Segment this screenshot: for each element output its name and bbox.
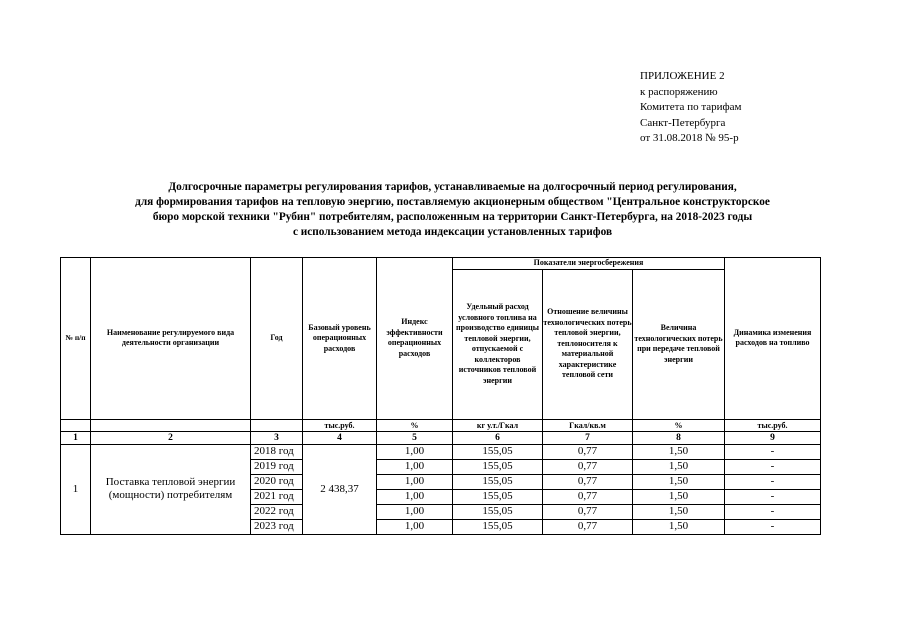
ratio-cell: 0,77	[543, 459, 633, 474]
losses-cell: 1,50	[633, 504, 725, 519]
ratio-cell: 0,77	[543, 474, 633, 489]
table-row	[61, 444, 821, 459]
dynamics-cell: -	[725, 519, 821, 534]
ratio-cell: 0,77	[543, 489, 633, 504]
unit-ratio: Гкал/кв.м	[543, 419, 633, 431]
dynamics-cell: -	[725, 459, 821, 474]
column-number: 6	[453, 431, 543, 444]
header-year: Год	[251, 258, 303, 420]
header-energy-saving-group: Показатели энергосбережения	[453, 258, 725, 270]
document-title	[40, 180, 865, 240]
header-activity: Наименование регулируемого вида деятельности организации	[91, 258, 251, 420]
year-cell: 2021 год	[251, 489, 303, 504]
header-efficiency-index: Индекс эффективности операционных расходов	[377, 258, 453, 420]
losses-cell: 1,50	[633, 444, 725, 459]
losses-cell: 1,50	[633, 519, 725, 534]
dynamics-cell: -	[725, 489, 821, 504]
appendix-line-4: Санкт-Петербурга	[640, 116, 726, 129]
column-number: 9	[725, 431, 821, 444]
index-cell: 1,00	[377, 504, 453, 519]
fuel-rate-cell: 155,05	[453, 519, 543, 534]
appendix-line-3: Комитета по тарифам	[640, 101, 742, 113]
appendix-line-2: к распоряжению	[640, 85, 718, 98]
unit-dynamics: тыс.руб.	[725, 419, 821, 431]
dynamics-cell: -	[725, 474, 821, 489]
ratio-cell: 0,77	[543, 504, 633, 519]
index-cell: 1,00	[377, 459, 453, 474]
column-number: 4	[303, 431, 377, 444]
column-number: 7	[543, 431, 633, 444]
column-number: 1	[61, 431, 91, 444]
losses-cell: 1,50	[633, 474, 725, 489]
column-number: 5	[377, 431, 453, 444]
title-line-4: с использованием метода индексации установленных тарифов	[292, 226, 613, 238]
header-num: № п/п	[61, 258, 91, 420]
losses-cell: 1,50	[633, 459, 725, 474]
year-cell: 2022 год	[251, 504, 303, 519]
ratio-cell: 0,77	[543, 444, 633, 459]
year-cell: 2020 год	[251, 474, 303, 489]
header-fuel-dynamics: Динамика изменения расходов на топливо	[725, 258, 821, 420]
index-cell: 1,00	[377, 474, 453, 489]
appendix-line-1: ПРИЛОЖЕНИЕ 2	[640, 70, 725, 82]
header-loss-ratio: Отношение величины технологических потерь тепловой энергии, теплоносителя к материальной характеристике тепловой сети	[543, 269, 633, 419]
column-number: 8	[633, 431, 725, 444]
dynamics-cell: -	[725, 504, 821, 519]
unit-index: %	[377, 419, 453, 431]
year-cell: 2019 год	[251, 459, 303, 474]
column-number: 3	[251, 431, 303, 444]
index-cell: 1,00	[377, 489, 453, 504]
unit-cell-empty	[61, 419, 91, 431]
activity-name: Поставка тепловой энергии (мощности) потребителям	[91, 444, 251, 534]
appendix-line-5: от 31.08.2018 № 95-р	[640, 132, 739, 144]
title-line-1: Долгосрочные параметры регулирования тарифов, устанавливаемые на долгосрочный период регулирования,	[168, 181, 737, 193]
fuel-rate-cell: 155,05	[453, 474, 543, 489]
fuel-rate-cell: 155,05	[453, 504, 543, 519]
fuel-rate-cell: 155,05	[453, 489, 543, 504]
header-base-level: Базовый уровень операционных расходов	[303, 258, 377, 420]
unit-base: тыс.руб.	[303, 419, 377, 431]
header-fuel-rate: Удельный расход условного топлива на производство единицы тепловой энергии, отпускаемой с коллекторов источников тепловой энергии	[453, 269, 543, 419]
header-technological-losses: Величина технологических потерь при передаче тепловой энергии	[633, 269, 725, 419]
parameters-table	[60, 257, 821, 535]
unit-cell-empty	[251, 419, 303, 431]
column-number: 2	[91, 431, 251, 444]
appendix-block	[640, 69, 742, 147]
row-number: 1	[61, 444, 91, 534]
fuel-rate-cell: 155,05	[453, 444, 543, 459]
losses-cell: 1,50	[633, 489, 725, 504]
title-line-3: бюро морской техники "Рубин" потребителям, расположенным на территории Санкт-Петербурга, на 2018-2023 годы	[152, 211, 753, 223]
base-value: 2 438,37	[303, 444, 377, 534]
year-cell: 2023 год	[251, 519, 303, 534]
ratio-cell: 0,77	[543, 519, 633, 534]
unit-fuel-rate: кг у.т./Гкал	[453, 419, 543, 431]
title-line-2: для формирования тарифов на тепловую энергию, поставляемую акционерным обществом "Центральное конструкторское	[135, 196, 770, 208]
index-cell: 1,00	[377, 519, 453, 534]
year-cell: 2018 год	[251, 444, 303, 459]
unit-losses: %	[633, 419, 725, 431]
unit-cell-empty	[91, 419, 251, 431]
dynamics-cell: -	[725, 444, 821, 459]
fuel-rate-cell: 155,05	[453, 459, 543, 474]
index-cell: 1,00	[377, 444, 453, 459]
